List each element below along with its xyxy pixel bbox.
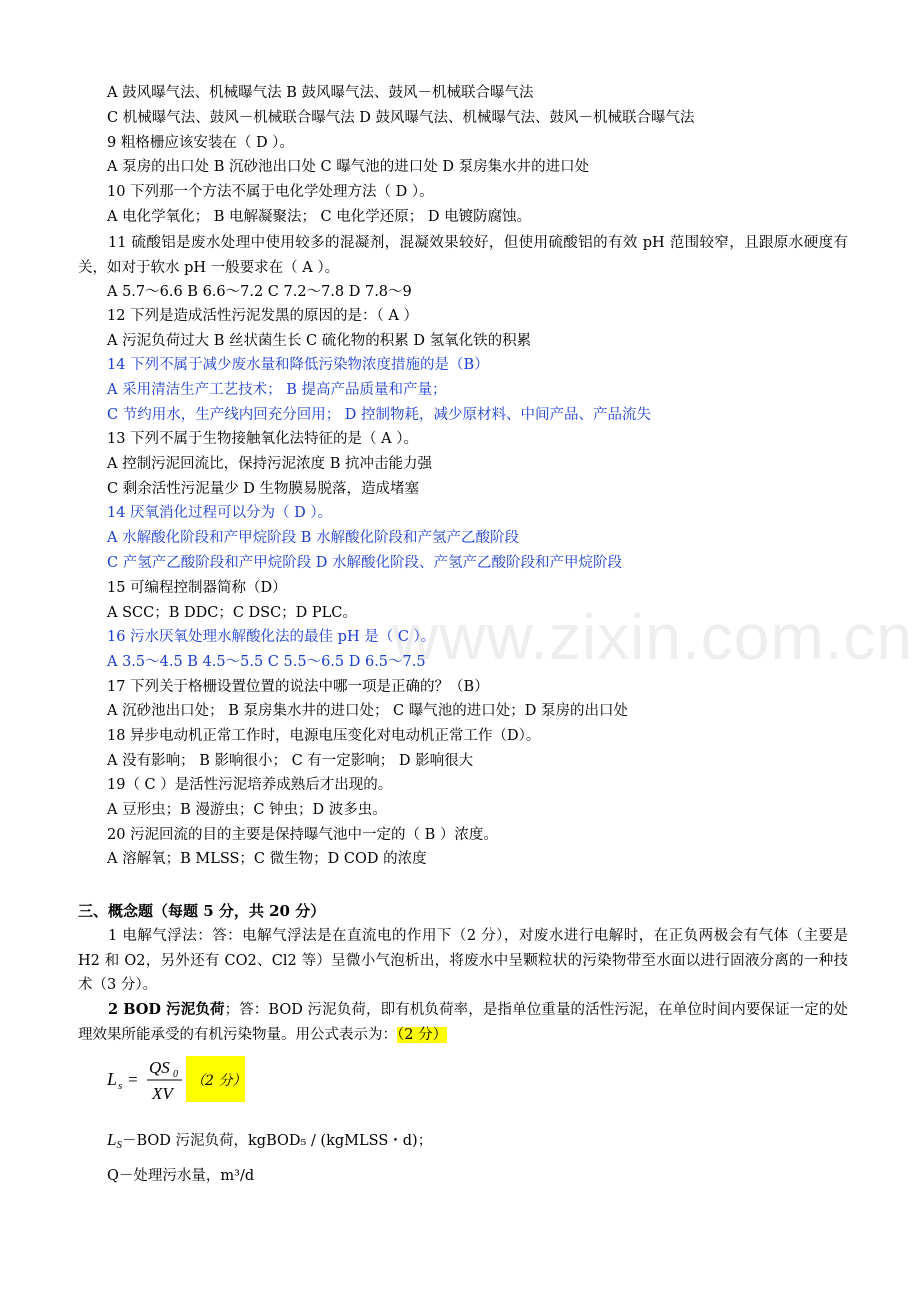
text-line: 16 污水厌氧处理水解酸化法的最佳 pH 是（ C ）。 bbox=[107, 629, 436, 645]
text-line: A 鼓风曝气法、机械曝气法 B 鼓风曝气法、鼓风－机械联合曝气法 bbox=[107, 85, 534, 101]
text-line: 18 异步电动机正常工作时，电源电压变化对电动机正常工作（D）。 bbox=[107, 728, 541, 744]
section-3-title: 三、概念题（每题 5 分，共 20 分） bbox=[78, 902, 326, 920]
text-line: C 剩余活性污泥量少 D 生物膜易脱落，造成堵塞 bbox=[107, 481, 420, 497]
concept-2-text bbox=[78, 998, 848, 1047]
text-line: 19（ C ）是活性污泥培养成熟后才出现的。 bbox=[107, 777, 393, 793]
svg-text:0: 0 bbox=[173, 1069, 178, 1080]
text-line: C 产氢产乙酸阶段和产甲烷阶段 D 水解酸化阶段、产氢产乙酸阶段和产甲烷阶段 bbox=[107, 555, 623, 571]
text-line: A 3.5～4.5 B 4.5～5.5 C 5.5～6.5 D 6.5～7.5 bbox=[107, 654, 426, 670]
text-line: C 机械曝气法、鼓风－机械联合曝气法 D 鼓风曝气法、机械曝气法、鼓风－机械联合曝气法 bbox=[107, 110, 695, 126]
concept-2-lead: 2 BOD 污泥负荷 bbox=[108, 1001, 225, 1018]
concept-2-score: （2 分） bbox=[397, 1026, 448, 1043]
formula-score: （2 分） bbox=[191, 1073, 247, 1089]
text-line: 20 污泥回流的目的主要是保持曝气池中一定的（ B ）浓度。 bbox=[107, 827, 498, 843]
text-line: 13 下列不属于生物接触氧化法特征的是（ A ）。 bbox=[107, 431, 418, 447]
svg-text:=: = bbox=[127, 1070, 139, 1089]
text-line: C 节约用水，生产线内回充分回用； D 控制物耗，减少原材料、中间产品、产品流失 bbox=[107, 407, 652, 423]
text-line: 14 厌氧消化过程可以分为（ D ）。 bbox=[107, 505, 333, 521]
text-line: A 豆形虫；B 漫游虫；C 钟虫；D 波多虫。 bbox=[107, 802, 387, 818]
text-line: A 水解酸化阶段和产甲烷阶段 B 水解酸化阶段和产氢产乙酸阶段 bbox=[107, 530, 519, 546]
ls-formula-svg bbox=[107, 1056, 267, 1102]
text-line: 15 可编程控制器简称（D） bbox=[107, 580, 287, 596]
svg-text:XV: XV bbox=[152, 1084, 173, 1102]
text-line: A 电化学氧化； B 电解凝聚法； C 电化学还原； D 电镀防腐蚀。 bbox=[107, 209, 532, 225]
text-line: A 控制污泥回流比，保持污泥浓度 B 抗冲击能力强 bbox=[107, 456, 432, 472]
text-line: 14 下列不属于减少废水量和降低污染物浓度措施的是（B） bbox=[107, 357, 489, 373]
ls-formula bbox=[107, 1056, 267, 1102]
ls-definition: $L_S-BOD$ 污泥负荷，kgBOD₅ / (kgMLSS・d)； bbox=[107, 1130, 433, 1151]
text-line: A 沉砂池出口处； B 泵房集水井的进口处； C 曝气池的进口处；D 泵房的出口处 bbox=[107, 703, 628, 719]
text-line: A SCC；B DDC；C DSC；D PLC。 bbox=[107, 605, 357, 621]
svg-text:QS: QS bbox=[149, 1058, 170, 1077]
text-line: 10 下列那一个方法不属于电化学处理方法（ D ）。 bbox=[107, 184, 434, 200]
text-line: A 5.7～6.6 B 6.6～7.2 C 7.2～7.8 D 7.8～9 bbox=[107, 284, 412, 300]
text-line: A 没有影响； B 影响很小； C 有一定影响； D 影响很大 bbox=[107, 753, 474, 769]
text-line: 12 下列是造成活性污泥发黑的原因的是：（ A ） bbox=[107, 308, 418, 324]
text-line: 9 粗格栅应该安装在（ D ）。 bbox=[107, 135, 294, 151]
watermark: www.zixin.com.cn bbox=[392, 601, 913, 673]
text-line: A 泵房的出口处 B 沉砂池出口处 C 曝气池的进口处 D 泵房集水井的进口处 bbox=[107, 159, 590, 175]
text-line: A 污泥负荷过大 B 丝状菌生长 C 硫化物的积累 D 氢氧化铁的积累 bbox=[107, 333, 532, 349]
text-line: A 采用清洁生产工艺技术； B 提高产品质量和产量； bbox=[107, 382, 447, 398]
svg-text:s: s bbox=[118, 1080, 123, 1092]
concept-1-text: 1 电解气浮法：答：电解气浮法是在直流电的作用下（2 分），对废水进行电解时，在正负两极会有气体（主要是 H2 和 O2，另外还有 CO2、Cl2 等）呈微小气泡析出，将废水中呈颗粒状的污染物带至水面以进行固液分离的一种技术（3 分）。 bbox=[78, 928, 848, 993]
text-line: A 溶解氧；B MLSS；C 微生物；D COD 的浓度 bbox=[107, 851, 427, 867]
svg-text:L: L bbox=[107, 1069, 118, 1089]
question-11: 11 硫酸铝是废水处理中使用较多的混凝剂，混凝效果较好，但使用硫酸铝的有效 pH 范围较窄，且跟原水硬度有关，如对于软水 pH 一般要求在（ A ）。 bbox=[78, 235, 848, 276]
text-line: 17 下列关于格栅设置位置的说法中哪一项是正确的？（B） bbox=[107, 679, 489, 695]
ls-definition-text: －BOD 污泥负荷，kgBOD₅ / (kgMLSS・d)； bbox=[121, 1133, 433, 1149]
concept-2-body: ；答：BOD 污泥负荷，即有机负荷率，是指单位重量的活性污泥，在单位时间内要保证一定的处理效果所能承受的有机污染物量。用公式表示为： bbox=[78, 1002, 848, 1043]
q-definition: Q－处理污水量，m³/d bbox=[107, 1168, 255, 1184]
